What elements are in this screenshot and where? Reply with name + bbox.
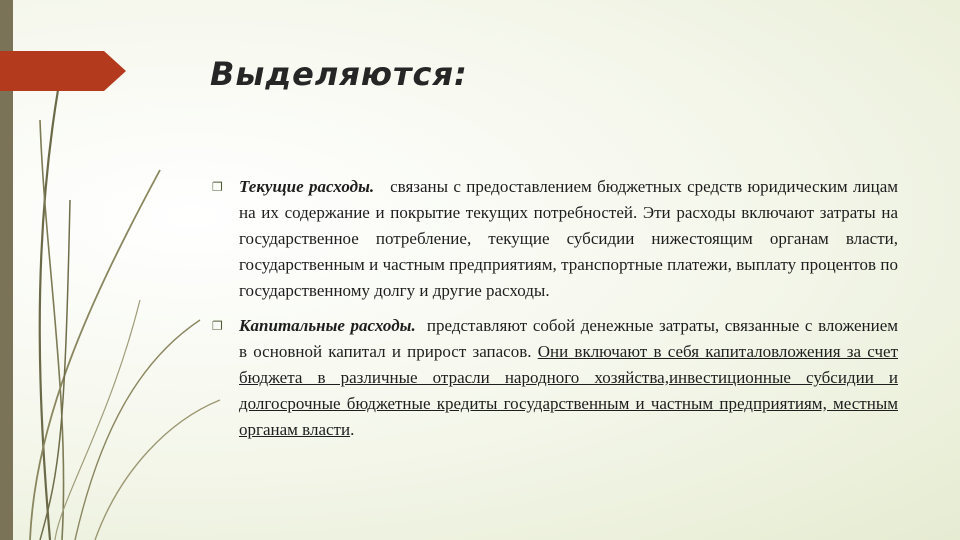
square-bullet-icon: ❐ [212,319,223,333]
underlined-capital-investments: Они включают в себя капиталовложения за счет бюджета в различные отрасли народного хозяйства,инвестиционные субсидии и долгосрочные бюджетные кредиты государственным и частным предприятиям, местным органам власти [239,342,899,439]
list-item-current-expenses [212,174,898,304]
term-current-expenses: Текущие расходы. [239,177,375,196]
sentence-end: . [350,420,355,439]
list-item-capital-expenses [212,313,898,443]
description-current-expenses: связаны с предоставлением бюджетных средств юридическим лицам на их содержание и покрытие текущих потребностей. Эти расходы включают затраты на государственное потребление, текущие субсидии нижестоящим органам власти, государственным и частным предприятиям, транспортные платежи, выплату процентов по государственному долгу и другие расходы. [239,177,898,300]
square-bullet-icon: ❐ [212,180,223,194]
title-arrow-tab [0,51,126,91]
bullet-list [212,174,898,452]
slide-title: Выделяются: [210,55,468,93]
description-capital-expenses: представляют собой денежные затраты, связанные с вложением в основной капитал и прирост запасов. [239,316,899,361]
term-capital-expenses: Капитальные расходы. [239,316,416,335]
